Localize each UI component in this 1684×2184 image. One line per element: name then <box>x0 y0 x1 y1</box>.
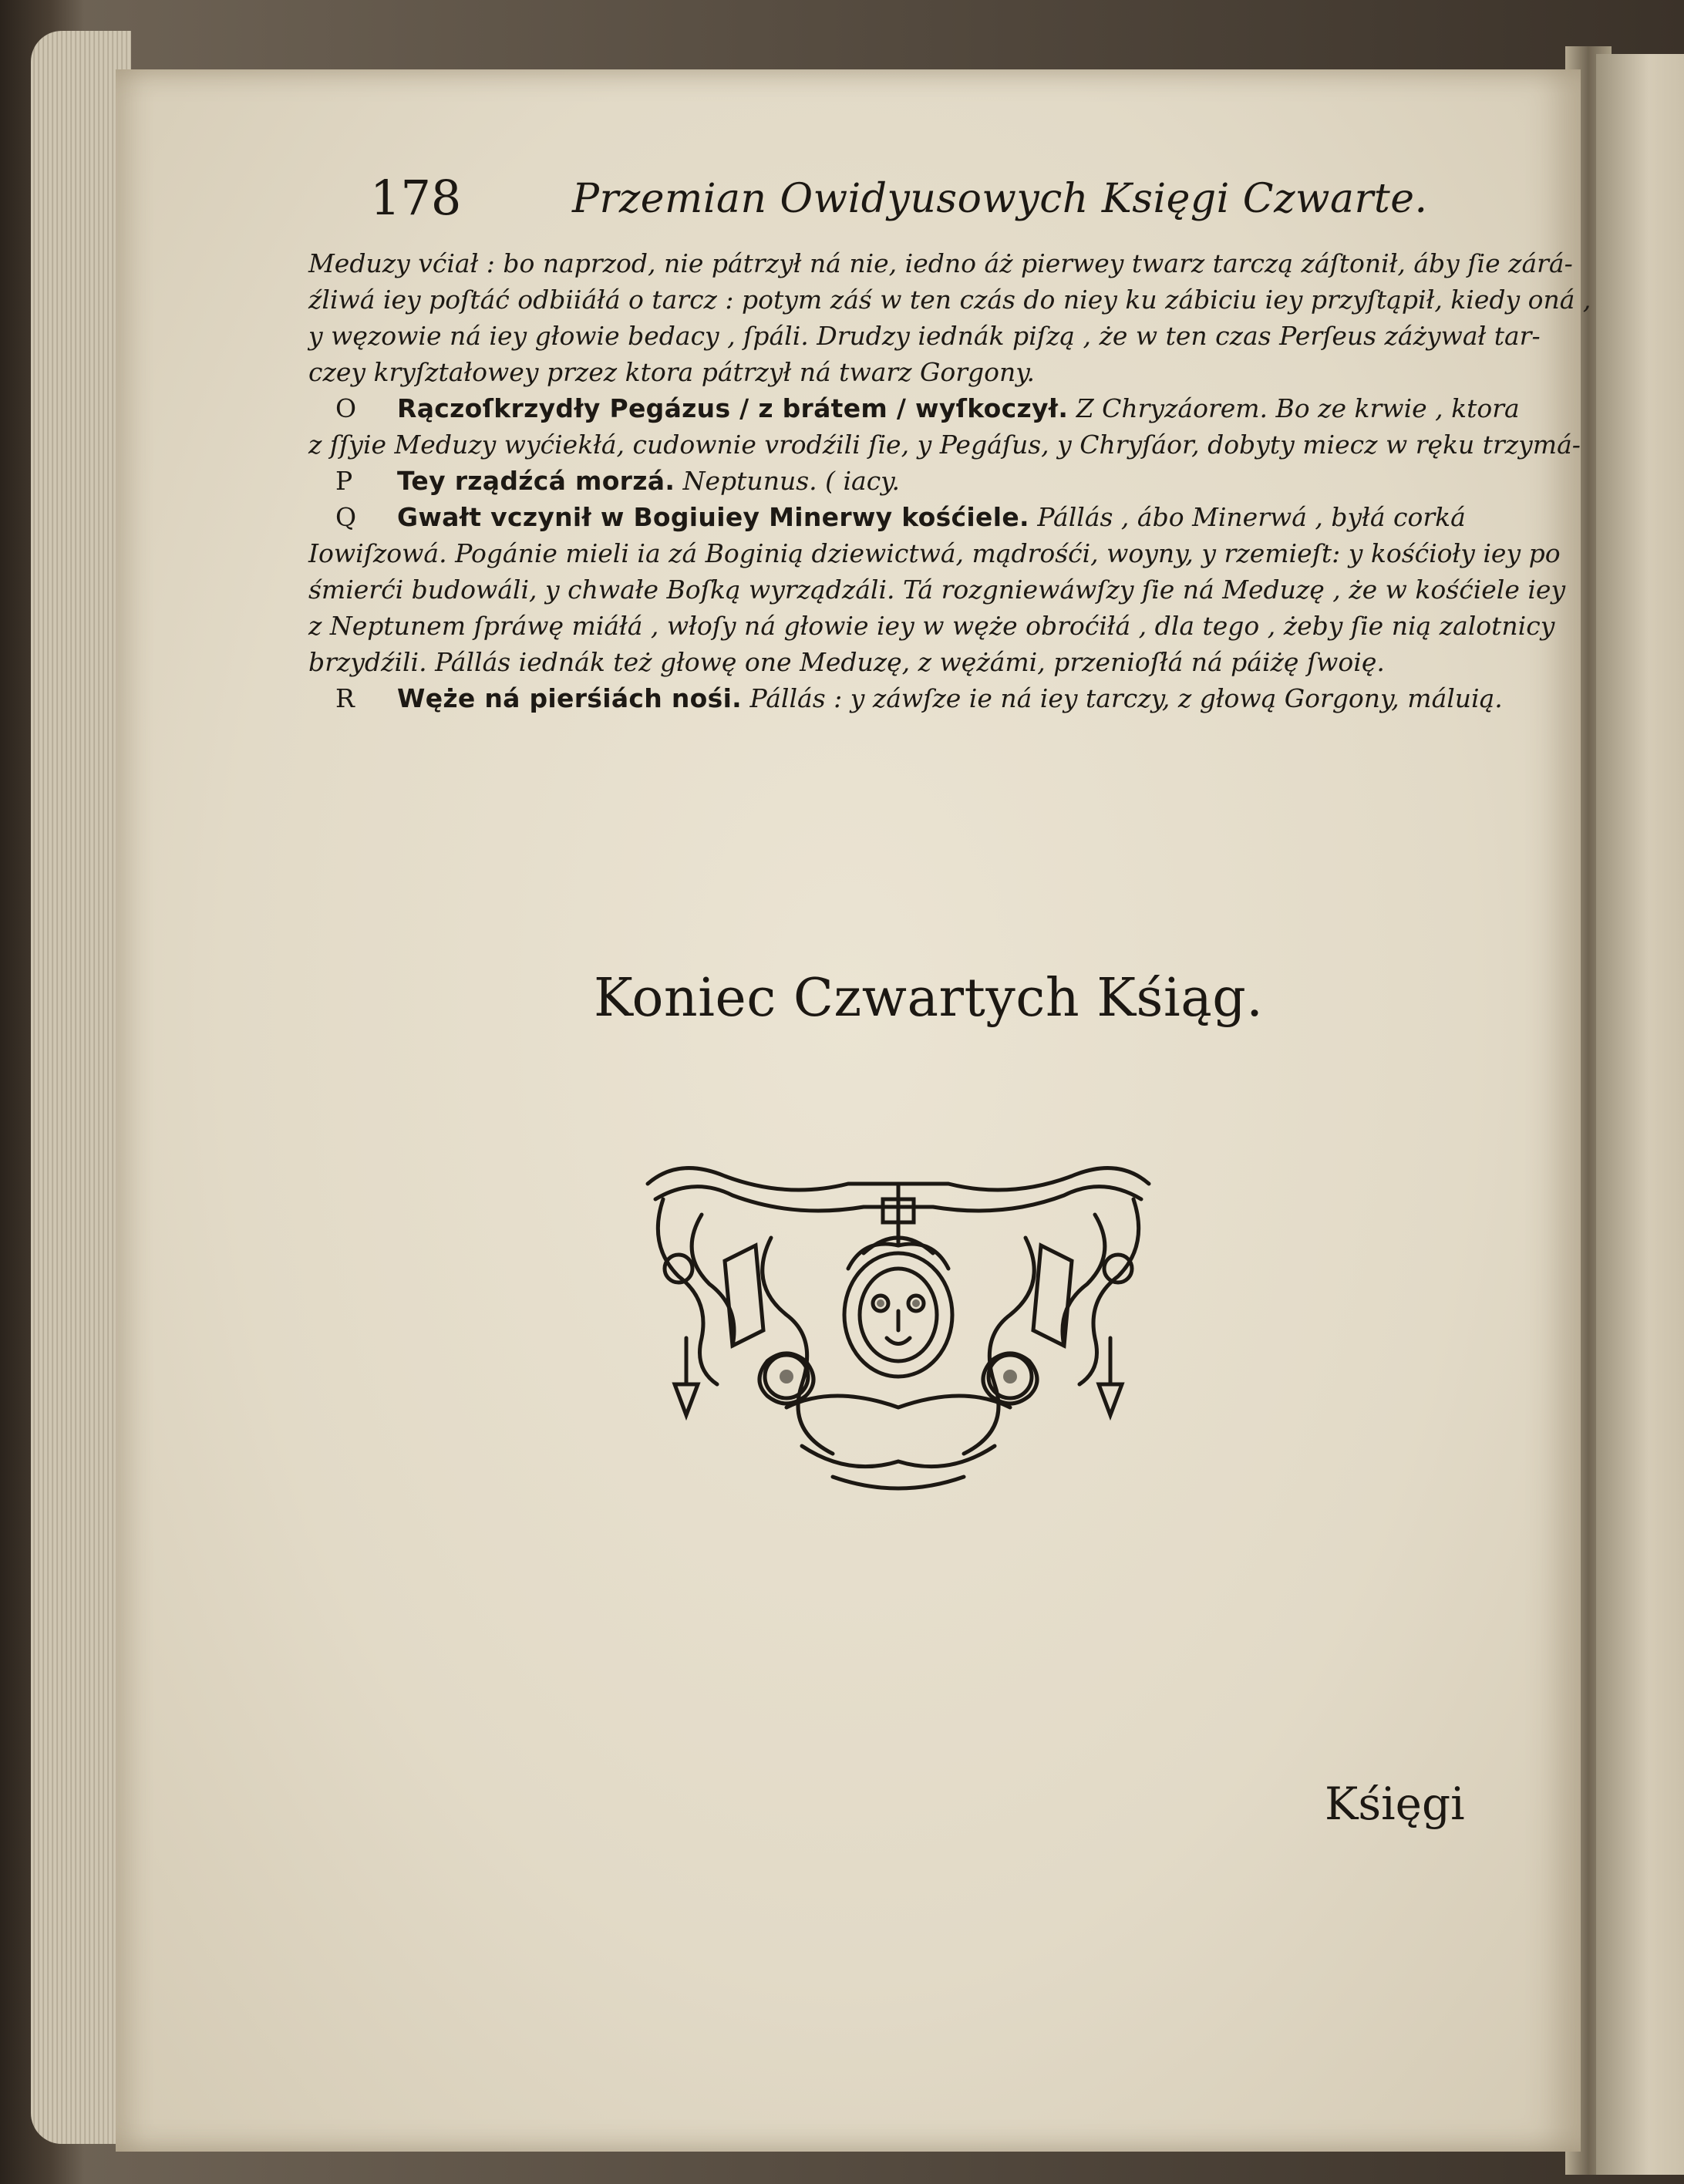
note-marker: P <box>335 466 353 496</box>
note-marker: Q <box>335 502 357 532</box>
text-line: Iowiſzowá. Pogánie mieli ia zá Boginią dziewictwá, mądrośći, woyny, y rzemieſt: y kośćioły iey po <box>308 538 1561 568</box>
catchword: Kśięgi <box>1325 1778 1465 1830</box>
text-line: z ſſyie Meduzy wyćiekłá, cudownie vrodźili ſie, y Pegáſus, y Chryſáor, dobyty miecz w ręku trzymá- <box>308 430 1581 460</box>
text-line: śmierći budowáli, y chwałe Boſką wyrządzáli. Tá rozgniewáwſzy ſie ná Meduzę , że w kośćiele iey <box>308 575 1566 605</box>
running-title: Przemian Owidyusowych Księgi Czwarte. <box>572 176 1428 222</box>
text-line: źliwá iey poſtáć odbiiáłá o tarcz : potym záś w ten czás do niey ku zábiciu iey przyſtąpił, kiedy oná , <box>308 285 1591 315</box>
closing-title: Koniec Czwartych Kśiąg. <box>594 968 1264 1029</box>
text-line: P Tey rządźcá morzá. Neptunus. ( iacy. <box>308 463 1457 499</box>
woodcut-ornament <box>632 1153 1164 1508</box>
note-marker: O <box>335 393 357 423</box>
page-number: 178 <box>370 170 462 226</box>
next-page-edge <box>1596 54 1684 2175</box>
text-line: R Węże ná pierśiách nośi. Pállás : y záwſze ie ná iey tarczy, z głową Gorgony, máluią. <box>308 680 1457 716</box>
text-line: O Rączoſkrzydły Pegázus / z brátem / wyſkoczył. Z Chryzáorem. Bo ze krwie , ktora <box>308 390 1457 426</box>
gothic-lemma: Rączoſkrzydły Pegázus / z brátem / wyſkoczył. <box>397 393 1069 423</box>
gothic-lemma: Gwałt vczynił w Bogiuiey Minerwy kośćiele. <box>397 502 1029 532</box>
commentary-text <box>308 245 1591 716</box>
running-head <box>370 170 1527 239</box>
text-line: brzydźili. Pállás iednák też głowę one Meduzę, z wężámi, przenioſłá ná páiżę ſwoię. <box>308 647 1385 677</box>
gothic-lemma: Tey rządźcá morzá. <box>397 466 675 496</box>
note-marker: R <box>335 683 355 713</box>
text-line: z Neptunem ſpráwę miáłá , włoſy ná głowie iey w węże obroćiłá , dla tego , żeby ſie nią zalotnicy <box>308 611 1555 641</box>
text-line: y węzowie ná iey głowie bedacy , ſpáli. Drudzy iednák piſzą , że w ten czas Perſeus záżywał tar- <box>308 321 1541 351</box>
gothic-lemma: Węże ná pierśiách nośi. <box>397 683 743 713</box>
text-line: Meduzy vćiał : bo naprzod, nie pátrzył ná nie, iedno áż pierwey twarz tarczą záſtonił, áby ſie zárá- <box>308 248 1573 278</box>
text-line: czey kryſztałowey przez ktora pátrzył ná twarz Gorgony. <box>308 357 1036 387</box>
text-line: Q Gwałt vczynił w Bogiuiey Minerwy kośćiele. Pállás , ábo Minerwá , byłá corká <box>308 499 1457 535</box>
